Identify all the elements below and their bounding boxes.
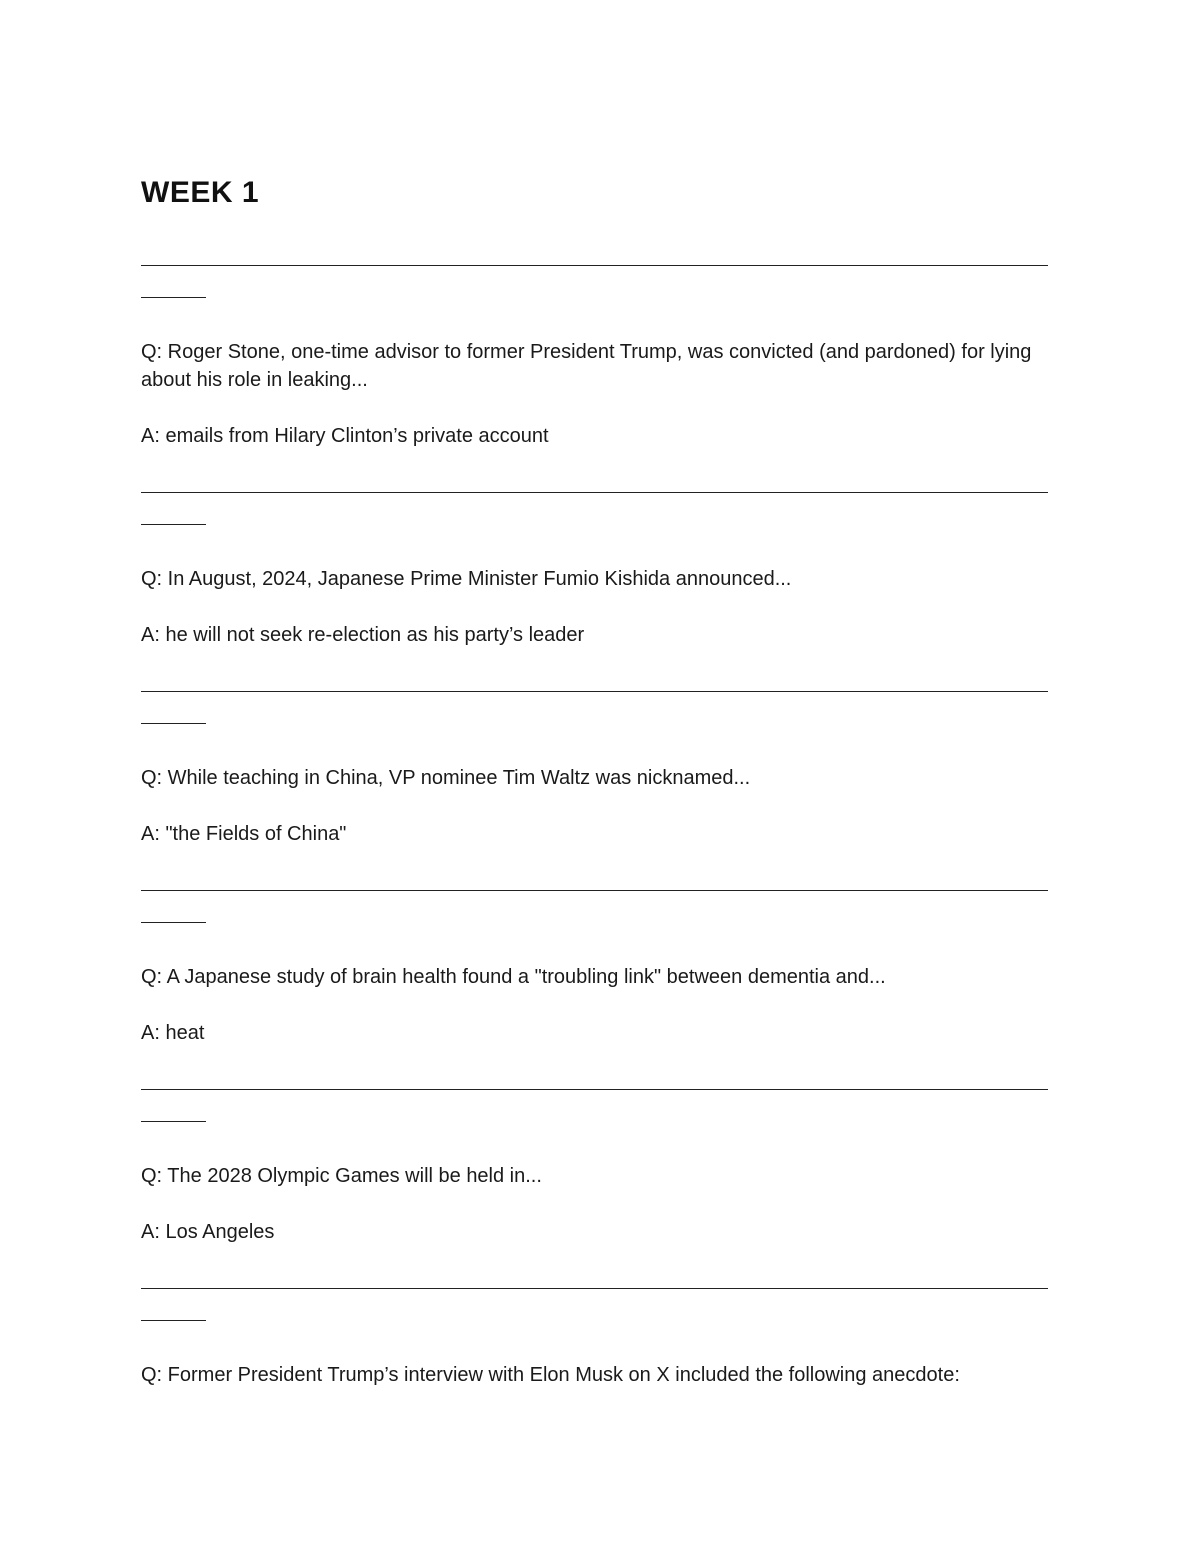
separator-line: [141, 1089, 1048, 1090]
question-text: Q: A Japanese study of brain health found a "troubling link" between dementia and...: [141, 966, 886, 988]
question-text: Q: While teaching in China, VP nominee Tim Waltz was nicknamed...: [141, 767, 751, 789]
separator-line-tail: [141, 1320, 206, 1321]
answer-text: A: Los Angeles: [141, 1221, 275, 1243]
separator-line-tail: [141, 922, 206, 923]
separator-line-tail: [141, 524, 206, 525]
question-text: Q: Roger Stone, one-time advisor to former President Trump, was convicted (and pardoned) for lying about his role in leaking...: [141, 341, 1032, 391]
answer-text: A: heat: [141, 1022, 205, 1044]
answer-text: A: "the Fields of China": [141, 823, 347, 845]
separator-line-tail: [141, 723, 206, 724]
separator-line-tail: [141, 1121, 206, 1122]
answer-text: A: he will not seek re-election as his party’s leader: [141, 624, 585, 646]
separator-line: [141, 691, 1048, 692]
separator-line: [141, 1288, 1048, 1289]
separator-line-tail: [141, 297, 206, 298]
separator-line: [141, 890, 1048, 891]
separator-line: [141, 265, 1048, 266]
answer-text: A: emails from Hilary Clinton’s private account: [141, 425, 549, 447]
question-text: Q: Former President Trump’s interview with Elon Musk on X included the following anecdote:: [141, 1364, 960, 1386]
question-text: Q: The 2028 Olympic Games will be held in...: [141, 1165, 542, 1187]
question-text: Q: In August, 2024, Japanese Prime Minister Fumio Kishida announced...: [141, 568, 792, 590]
page-title: WEEK 1: [141, 176, 260, 209]
separator-line: [141, 492, 1048, 493]
